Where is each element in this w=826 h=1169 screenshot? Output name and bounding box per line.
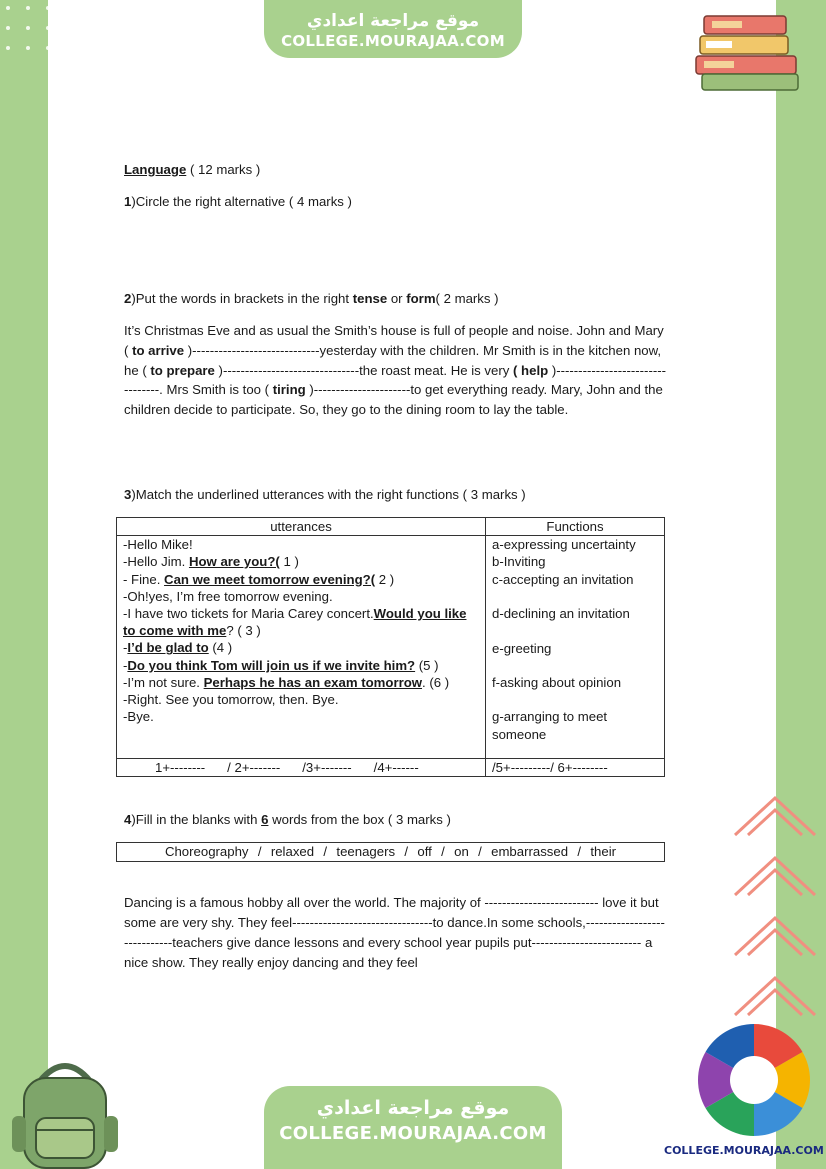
utterance-2: -Hello Jim. How are you?( 1 ) (123, 554, 299, 570)
chevron-decoration-icon (730, 790, 820, 1030)
utterance-10: -Bye. (123, 709, 154, 725)
word-box: Choreography / relaxed / teenagers / off / on / embarrassed / their (116, 842, 665, 862)
q2-verb-help: ( help (513, 362, 549, 378)
backpack-icon (10, 1056, 120, 1169)
q2-text-2: )-----------------------------yesterday with the children. Mr Smith is in the kitchen now, he ( (124, 342, 662, 378)
q2-tense: tense (352, 291, 388, 306)
question-1 (124, 192, 668, 212)
functions-cell (486, 536, 665, 759)
q2-text-3: )-------------------------------the roast meat. He is very (214, 362, 513, 378)
answers-left[interactable]: 1+-------- / 2+------- /3+------- /4+------ (117, 759, 486, 777)
q4-instruction-b: words from the box ( 3 marks ) (268, 812, 451, 827)
footer-arabic-title: موقع مراجعة اعدادي (316, 1097, 510, 1119)
matching-table (116, 517, 665, 777)
header-arabic-title: موقع مراجعة اعدادي (306, 11, 480, 31)
q4-number: 4 (124, 812, 132, 827)
question-3 (124, 485, 668, 505)
question-4 (124, 810, 668, 830)
function-e: e-greeting (492, 641, 552, 657)
q3-number: 3 (124, 487, 132, 502)
matching-table-wrap (116, 517, 668, 777)
q2-marks: ( 2 marks ) (435, 291, 499, 306)
q2-verb-tiring: tiring (272, 382, 306, 398)
utterance-7: -Do you think Tom will join us if we invite him? (5 ) (123, 657, 439, 673)
header-banner (264, 0, 522, 58)
q2-text-4: )---------------------------------. Mrs Smith is too ( (124, 362, 667, 398)
language-heading (124, 160, 668, 180)
question-2 (124, 289, 668, 309)
header-utterances: utterances (117, 518, 486, 536)
q2-verb-arrive: to arrive (132, 342, 185, 358)
utterance-4: -Oh!yes, I’m free tomorrow evening. (123, 588, 333, 604)
footer-logo-text: COLLEGE.MOURAJAA.COM (664, 1144, 824, 1157)
function-d: d-declining an invitation (492, 605, 630, 621)
footer-site-link[interactable]: COLLEGE.MOURAJAA.COM (279, 1123, 547, 1144)
q2-or: or (387, 291, 407, 306)
q4-six: 6 (261, 812, 269, 827)
answers-right[interactable]: /5+---------/ 6+-------- (486, 759, 665, 777)
header-functions: Functions (486, 518, 665, 536)
function-g: g-arranging to meet someone (492, 709, 608, 742)
q2-number: 2 (124, 291, 132, 306)
q1-instruction: )Circle the right alternative ( 4 marks ) (131, 194, 352, 209)
q1-number: 1 (124, 194, 132, 209)
footer-banner (264, 1086, 562, 1169)
utterance-8: -I’m not sure. Perhaps he has an exam tomorrow. (6 ) (123, 674, 450, 690)
utterance-6: -I’d be glad to (4 ) (123, 640, 233, 656)
function-a: a-expressing uncertainty (492, 537, 636, 553)
function-b: b-Inviting (492, 554, 546, 570)
q2-paragraph (124, 321, 668, 420)
section-marks: ( 12 marks ) (186, 162, 261, 177)
books-icon (694, 12, 804, 94)
q4-paragraph: Dancing is a famous hobby all over the world. The majority of -------------------------- love it but some are very shy. They feel--------------------------------to dance.In some schools,-----------------------------teachers give dance lessons and every school year pupils put------------------------- a nice show. They really enjoy dancing and they feel (124, 895, 665, 970)
q2-text-1: It’s Christmas Eve and as usual the Smith’s house is full of people and noise. John and Mary ( (124, 323, 664, 358)
subjects-wheel-logo (694, 1020, 814, 1140)
header-site-link[interactable]: COLLEGE.MOURAJAA.COM (281, 32, 505, 50)
function-f: f-asking about opinion (492, 675, 622, 691)
q2-verb-prepare: to prepare (150, 362, 215, 378)
dot-pattern-decoration (0, 0, 200, 60)
q3-instruction: )Match the underlined utterances with the right functions ( 3 marks ) (131, 487, 526, 502)
utterance-1: -Hello Mike! (123, 537, 193, 553)
q2-text-5: )----------------------to get everything ready. Mary, John and the children decide to participate. So, they go to the dining room to lay the table. (124, 382, 663, 418)
function-c: c-accepting an invitation (492, 571, 634, 587)
utterance-3: - Fine. Can we meet tomorrow evening?( 2 ) (123, 571, 395, 587)
q2-instruction: )Put the words in brackets in the right (131, 291, 353, 306)
q4-instruction-a: )Fill in the blanks with (131, 812, 262, 827)
section-title: Language (124, 162, 187, 177)
q2-form: form (406, 291, 436, 306)
utterance-5: -I have two tickets for Maria Carey concert.Would you like to come with me? ( 3 ) (123, 606, 467, 639)
utterances-cell (117, 536, 486, 759)
utterance-9: -Right. See you tomorrow, then. Bye. (123, 692, 339, 708)
